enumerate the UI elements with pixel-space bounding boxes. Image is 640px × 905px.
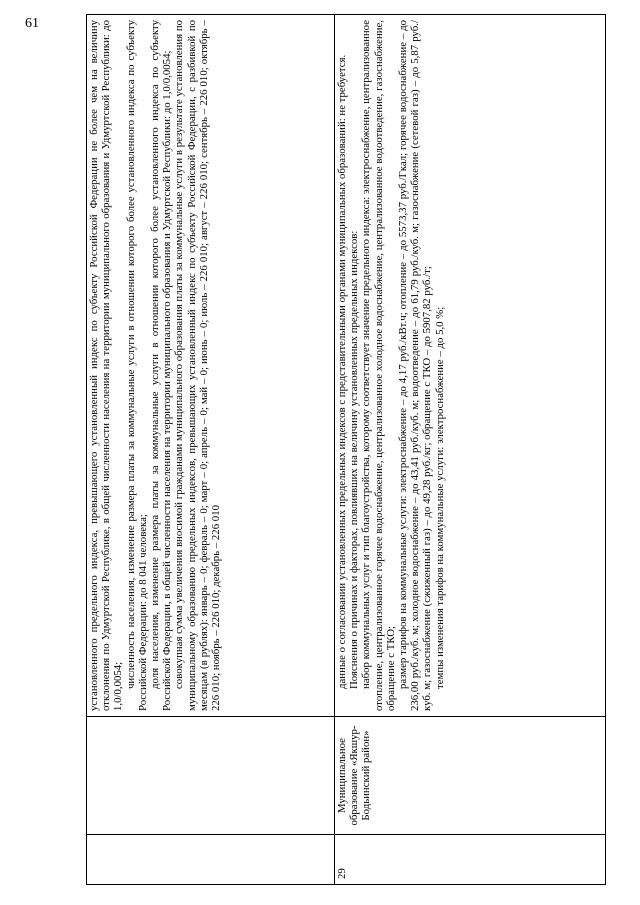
paragraph: Пояснения о причинах и факторах, повлиявших на величину установленных предельных индексов: [348,230,361,689]
paragraph: доля населения, изменение размера платы за коммунальные услуги в отношении которого более установленного индекса по субъекту Российской Федерации, в общей численности населения на территории муниципального образования и Удмуртской Республики: до 1,0/0,0054; [149,20,174,711]
municipality-cell [87,717,335,835]
paragraph: набор коммунальных услуг и тип благоустройства, которому соответствует значение предельного индекса: электроснабжение, централизованное отопление, централизованное горячее водоснабжение, централизованное холодное водоснабжение, централизованное водоотведение, газоснабжение, обращение с ТКО; [360,20,397,711]
paragraph: размер тарифов на коммунальные услуги: электроснабжение – до 4,17 руб./кВт.ч; отопление – до 5573,37 руб./Гкал; горячее водоснабжение – до 236,00 руб./куб. м; холодное водоснабжение – до 43,41 руб./куб. м; водоотведение – до 61,79 руб./куб. м; газоснабжение (сетевой газ) – до 5,87 руб./куб. м; газоснабжение (сжиженный газ) – до 49,28 руб./кг; обращение с ТКО – до 5907,82 руб./т; [397,20,434,711]
row-number-cell: 29 [335,835,606,885]
paragraph: установленного предельного индекса, превышающего установленный индекс по субъекту Российской Федерации не более чем на величину отклонения по Удмуртской Республике, в общей численности населения на территории муниципального образования и Удмуртской Республики: до 1,0/0,0054; [88,20,125,711]
page-number: 61 [25,16,39,31]
municipality-cell: Муниципальное образование «Якшур-Бодьинский район» [335,717,606,835]
paragraph: численность населения, изменение размера платы за коммунальные услуги в отношении которого более установленного индекса по субъекту Российской Федерации: до 8 041 человека; [124,20,149,711]
description-cell [335,15,606,717]
paragraph: данные о согласовании установленных предельных индексов с представительными органами муниципальных образований: не требуется. [336,54,348,689]
data-table [86,14,606,885]
paragraph: совокупная сумма увеличения вносимой гражданами муниципального образования платы за коммунальные услуги в результате установления по муниципальному образованию предельных индексов, превышающих установленный индекс по субъекту Российской Федерации, с разбивкой по месяцам (в рублях): январь – 0; февраль – 0; март – 0; апрель – 0; май – 0; июнь – 0; июль – 226 010; август – 226 010; сентябрь – 226 010; октябрь – 226 010; ноябрь – 226 010; декабрь – 226 010 [173,20,223,711]
description-cell [87,15,335,717]
document-table-rotated [86,15,603,885]
paragraph: темпы изменения тарифов на коммунальные услуги: электроснабжение – до 5,0 %; [433,306,446,689]
table-row-29 [335,15,606,885]
table-row-continued [87,15,335,885]
row-number-cell [87,835,335,885]
